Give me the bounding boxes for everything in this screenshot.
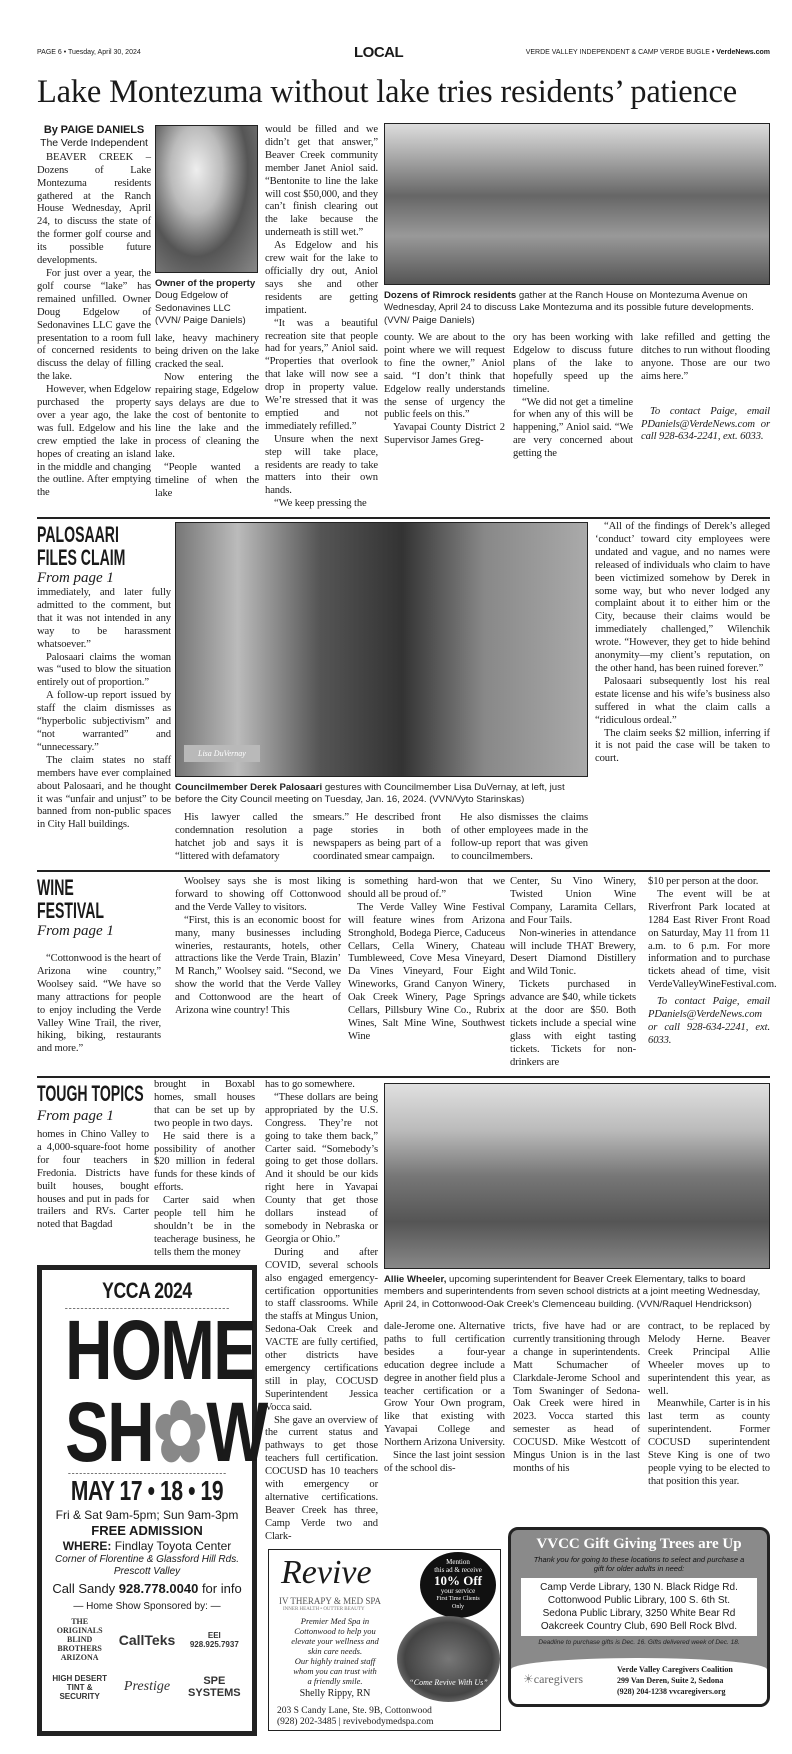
- jump-line: From page 1: [37, 923, 114, 939]
- discount-burst: Mention this ad & receive 10% Off your service First Time Clients Only: [420, 1552, 496, 1618]
- jump-line: From page 1: [37, 570, 114, 586]
- sun-icon: ☀: [523, 1672, 534, 1686]
- wine-col-1: [37, 953, 161, 1056]
- paragraph: is something hard-won that we should all be proud of.”: [348, 876, 505, 900]
- where-label: WHERE:: [62, 1539, 112, 1553]
- paragraph: BEAVER CREEK – Dozens of Lake Montezuma residents gathered at the Ranch House Wednesday, April 24, to discuss the state of the former golf course and its possible future developments.: [37, 151, 151, 267]
- paragraph: “It was a beautiful recreation site that people had for years,” Aniol said. “Properties that overlook that lake will now see a drop in property value. We’re stressed that it was emptied and not immediately refilled.”: [265, 317, 378, 432]
- ad-home-show[interactable]: YCCA 2024 HOME SH✿W MAY 17 • 18 • 19 Fri & Sat 9am-5pm; Sun 9am-3pm FREE ADMISSION WHERE: Findlay Toyota Center Corner of Florentine & Glassford Hill Rds. Prescott Valley Call Sandy 928.778.0040 for info — Home Show Sponsored by: — THE ORIGINALS BLIND BROTHERS ARIZONA CallTeks EEI 928.925.7937 HIGH DESERT TINT & SECURITY Prestige SPE SYSTEMS: [37, 1265, 257, 1736]
- paragraph: lake refilled and getting the ditches to run without flooding anyone. Those are our two aims here.”: [641, 332, 770, 382]
- paragraph: immediately, and later fully admitted to the comment, but that it was not intended in any way to be harassment whatsoever.”: [37, 587, 171, 650]
- lake-col-5: [513, 332, 633, 461]
- photo-caption: Dozens of Rimrock residents gather at the Ranch House on Montezuma Avenue on Wednesday, April 24 to discuss Lake Montezuma and its possible future developments. (VVN/ Paige Daniels): [384, 290, 754, 326]
- ad-vvcc-gift-trees[interactable]: [508, 1527, 770, 1707]
- paragraph: Palosaari subsequently lost his real estate license and his wife’s business also suffered in what the claim calls a “ridiculous ordeal.”: [595, 675, 770, 726]
- paragraph: would be filled and we didn’t get that answer,” Beaver Creek community member Janet Aniol said. “Bentonite to line the lake will cost $50,000, and they can’t finish clearing out the lake because the underneath is still wet.”: [265, 124, 378, 239]
- paragraph: His lawyer called the condemnation resolution a hatchet job and says it is “littered with defamatory: [175, 812, 303, 862]
- paragraph: Carter said when people tell him he shouldn’t be in the teacherage business, he tells them the money: [154, 1195, 255, 1258]
- tough-col-6: [648, 1321, 770, 1489]
- caregivers-logo: ☀caregivers: [523, 1672, 584, 1686]
- paragraph: However, when Edgelow purchased the property over a year ago, the lake was full. Edgelow and his crew emptied the lake in hopes of creating an island in the middle and changing the outline. After emptying the: [37, 384, 151, 499]
- paragraph: For just over a year, the golf course “lake” has remained unfilled. Owner Doug Edgelow of Sedonavines LLC gave the presentation to a room full of concerned residents to discuss the delay of filling the lake.: [37, 267, 151, 383]
- photo-caption: Allie Wheeler, upcoming superintendent for Beaver Creek Elementary, talks to board members and superintendents from seven school districts at a joint meeting Wednesday, April 24, in Cottonwood-Oak Creek’s Clemenceau building. (VVN/Raquel Hendrickson): [384, 1274, 761, 1310]
- photo-caption: Owner of the property Doug Edgelow of Sedonavines LLC (VVN/ Paige Daniels): [155, 278, 256, 327]
- revive-tag: INNER HEALTH • OUTTER BEAUTY: [283, 1607, 365, 1612]
- photo-palosaari: [175, 522, 588, 777]
- paragraph: He also dismisses the claims of other employees made in the follow-up report that was given to councilmembers.: [451, 812, 588, 862]
- paragraph: Palosaari claims the woman was “used to blow the situation entirely out of proportion.”: [37, 651, 171, 689]
- tough-col-2: [154, 1079, 255, 1260]
- paragraph: homes in Chino Valley to a 4,000-square-foot home for four teachers in Fredonia. Districts have built houses, bought houses and put in pads for trailers and RVs. Carter noted that Bagdad: [37, 1129, 149, 1231]
- tough-col-1: [37, 1129, 149, 1232]
- paragraph: The Verde Valley Wine Festival will feature wines from Arizona Stronghold, Bodega Pierce, Caduceus Cellars, Cella Winery, Chateau Tumbleweed, Cove Mesa Vineyard, Da Vines Vineyard, Four Eight Wineworks, Grand Canyon Winery, Oak Creek Winery, Page Springs Cellars, Pillsbury Wine Co., Rubrix Wines, Salt Mine Wine, Southwest Wine: [348, 901, 505, 1042]
- paragraph: $10 per person at the door.: [648, 876, 759, 887]
- vvcc-deadline: Deadline to purchase gifts is Dec. 16. Gifts delivered week of Dec. 18.: [538, 1639, 740, 1646]
- sponsor-logo: CallTeks: [118, 1631, 176, 1648]
- paragraph: lake, heavy machinery being driven on the lake cracked the seal.: [155, 333, 259, 370]
- revive-logo: Revive: [281, 1554, 372, 1591]
- ad-venue: Findlay Toyota Center: [111, 1539, 232, 1553]
- wine-col-5: [648, 876, 777, 1048]
- paragraph: Meanwhile, Carter is in his last term as county superintendent. Former COCUSD superintendent Steve King is one of two people vying to be elected to that position this year.: [648, 1398, 770, 1487]
- lake-col-1: [37, 124, 151, 500]
- paragraph: He said there is a possibility of another $20 million in federal funds for these kinds of efforts.: [154, 1130, 255, 1194]
- paragraph: ory has been working with Edgelow to discuss future plans of the lake to hopefully speed up the timeline.: [513, 332, 633, 395]
- palosaari-head: [37, 523, 171, 832]
- vvcc-title: VVCC Gift Giving Trees are Up: [536, 1536, 742, 1552]
- sponsor-logo: HIGH DESERT TINT & SECURITY: [52, 1673, 107, 1701]
- vvcc-contact: Verde Valley Caregivers Coalition 299 Van Deren, Suite 2, Sedona (928) 204-1238 vvcaregivers.org: [617, 1665, 733, 1696]
- paragraph: “Cottonwood is the heart of Arizona wine country,” Woolsey said. “We have so many attractions for people to enjoy including the Verde Valley Wine Trail, the river, hiking, biking, restaurants and more.”: [37, 953, 161, 1055]
- paragraph: Now entering the repairing stage, Edgelow says delays are due to the cost of bentonite to line the lake and the process of cleaning the lake.: [155, 371, 259, 461]
- wine-col-2: [175, 876, 341, 1018]
- paragraph: Tickets purchased in advance are $40, while tickets at the door are $50. Both tickets include a special wine glass with eight tasting tickets. Tickets for non-drinkers are: [510, 979, 636, 1068]
- palosaari-col-4: [451, 812, 588, 864]
- wine-col-3: [348, 876, 505, 1044]
- sponsor-logos: [42, 1613, 252, 1712]
- revive-body: Premier Med Spa in Cottonwood to help you elevate your wellness and skin care needs. Our highly trained staff whom you can trust with a friendly smile. Shelly Rippy, RN: [275, 1616, 395, 1699]
- ad-title: YCCA 2024: [102, 1278, 192, 1303]
- paragraph: “People wanted a timeline of when the lake: [155, 462, 259, 499]
- sponsor-logo: THE ORIGINALS BLIND BROTHERS ARIZONA: [56, 1617, 103, 1662]
- photo-caption: Councilmember Derek Palosaari gestures with Councilmember Lisa DuVernay, at left, just before the City Council meeting on Tuesday, Jan. 16, 2024. (VVN/Vyto Starinskas): [175, 782, 565, 806]
- photo-doug-edgelow: [155, 125, 258, 273]
- revive-staff-photo: “Come Revive With Us”: [397, 1616, 500, 1702]
- tough-head: [37, 1082, 149, 1232]
- website-link[interactable]: VerdeNews.com: [716, 49, 770, 56]
- section-headline: TOUGH TOPICS: [37, 1081, 144, 1106]
- lake-story: [0, 122, 792, 517]
- vvcc-locations: Camp Verde Library, 130 N. Black Ridge Rd. Cottonwood Public Library, 100 S. 6th St. Sedona Public Library, 3250 White Bear Rd Oakcreek Country Club, 690 Bell Rock Blvd.: [521, 1578, 757, 1636]
- paragraph: “We keep pressing the: [274, 498, 367, 510]
- palosaari-story: [0, 519, 792, 870]
- flower-icon: ✿: [153, 1385, 207, 1479]
- paragraph: The claim states no staff members have ever complained about Palosaari, and he thought it was “unfair and unjust” to be banned from non-public spaces in City Hall buildings.: [37, 754, 171, 831]
- paragraph: The claim seeks $2 million, inferring if it is not paid the case will be taken to court.: [595, 727, 770, 765]
- paragraph: During and after COVID, several schools also engaged emergency-certification opportunities to staff classrooms. While the staffs at Mingus Union, Sedona-Oak Creek and VACTE are fully certified, other districts have emergency certifications still in play, COCUSD Superintendent Jessica Vocca said.: [265, 1246, 378, 1413]
- ad-revive[interactable]: [268, 1549, 501, 1731]
- nameplate: Lisa DuVernay: [184, 745, 260, 762]
- tough-col-3: [265, 1079, 378, 1544]
- paragraph: has to go somewhere.: [265, 1079, 355, 1090]
- ad-admission: FREE ADMISSION: [91, 1523, 203, 1538]
- contact-line: To contact Paige, email PDaniels@VerdeNews.com or call 928-634-2241, ext. 6033.: [648, 996, 770, 1046]
- ad-corner: Corner of Florentine & Glassford Hill Rds.: [55, 1554, 239, 1565]
- paragraph: As Edgelow and his crew wait for the lake to officially dry out, Aniol says she and other residents are getting impatient.: [265, 240, 378, 316]
- revive-name: Shelly Rippy, RN: [299, 1688, 371, 1699]
- paragraph: brought in Boxabl homes, small houses that can be set up by two people in two days.: [154, 1079, 255, 1129]
- vvcc-footer: [511, 1658, 767, 1704]
- paragraph: “These dollars are being appropriated by the U.S. Congress. They’re not going to take them back,” Carter said. “Somebody’s going to get those dollars. And it should be our kids right here in Yavapai County that get those dollars instead of somebody in Nebraska or Georgia or Ohio.”: [265, 1091, 378, 1245]
- ad-hours: Fri & Sat 9am-5pm; Sun 9am-3pm: [55, 1508, 239, 1522]
- paragraph: dale-Jerome one. Alternative paths to full certification besides a four-year education degree include a degree in another field plus a teacher certification or a Grow Your Own program, like that existing with Yavapai College and Northern Arizona University.: [384, 1321, 505, 1449]
- paragraph: “We did not get a timeline for when any of this will be happening,” Aniol said. “We are very concerned about getting the: [513, 396, 633, 460]
- wine-head: [37, 876, 161, 1056]
- paragraph: county. We are about to the point where we will request to fine the owner,” Aniol said. “I don’t think that Edgelow really understands the sense of urgency the public feels on this.”: [384, 332, 505, 421]
- ad-sponsored: — Home Show Sponsored by: —: [73, 1601, 221, 1612]
- masthead-section: [0, 0, 792, 122]
- byline-org: The Verde Independent: [40, 136, 148, 149]
- palosaari-col-5: [595, 521, 770, 766]
- paragraph: Since the last joint session of the school dis-: [384, 1450, 505, 1474]
- revive-sub: IV THERAPY & MED SPA: [279, 1596, 382, 1606]
- palosaari-col-1: [37, 587, 171, 832]
- paragraph: Yavapai County District 2 Supervisor James Greg-: [384, 422, 505, 447]
- paragraph: She gave an overview of the current status and pathways to get those teachers full certification. COCUSD has 10 teachers with emergency or alternative certifications. Beaver Creek has three, Camp Verde two and Clark-: [265, 1414, 378, 1542]
- ad-phone[interactable]: 928.778.0040: [118, 1581, 199, 1596]
- tough-topics-story: [0, 1078, 792, 1754]
- sponsor-logo: Prestige: [123, 1679, 171, 1694]
- byline: By PAIGE DANIELS: [43, 124, 145, 136]
- tough-col-4: [384, 1321, 505, 1476]
- palosaari-col-2: [175, 812, 303, 864]
- photo-allie-wheeler: [384, 1083, 770, 1269]
- paragraph: smears.” He described front page stories in both newspapers as being part of a coordinated smear campaign.: [313, 812, 441, 862]
- paragraph: “First, this is an economic boost for many, many businesses including wineries, restaurants, hotels, other attractions like the Verde Train, Blazin’ M Ranch,” Woolsey said. “Second, we show the world that the Verde Valley and Cottonwood are the heart of Arizona wine country! This: [175, 914, 341, 1017]
- palosaari-col-3: [313, 812, 441, 864]
- paragraph: Woolsey says she is most liking forward to showing off Cottonwood and the Verde Valley to visitors.: [175, 876, 341, 913]
- sponsor-logo: SPE SYSTEMS: [188, 1675, 241, 1699]
- wine-story: [0, 872, 792, 1076]
- section-headline: PALOSAARI FILES CLAIM: [37, 522, 126, 570]
- paragraph: contract, to be replaced by Melody Herne. Beaver Creek Principal Allie Wheeler moves up to superintendent this year, as well.: [648, 1321, 770, 1397]
- revive-address: 203 S Candy Lane, Ste. 9B, Cottonwood (928) 202-3485 | revivebodymedspa.com: [277, 1706, 434, 1727]
- paragraph: Center, Su Vino Winery, Twisted Union Wine Company, Laramita Cellars, and Four Tails.: [510, 876, 636, 926]
- section-headline: WINE FESTIVAL: [37, 875, 105, 923]
- lake-col-2: [155, 333, 259, 501]
- page-folio: PAGE 6 • Tuesday, April 30, 2024: [37, 49, 141, 56]
- headline: Lake Montezuma without lake tries residents’ patience: [37, 74, 737, 110]
- ad-big-home: HOME: [65, 1303, 256, 1397]
- paragraph: The event will be at Riverfront Park located at 1284 East River Front Road on Saturday, May 11 from 11 a.m. to 6 p.m. For more information and to purchase tickets ahead of time, visit VerdeValleyWineFestival.com.: [648, 888, 777, 991]
- wine-col-4: [510, 876, 636, 1070]
- section-label: LOCAL: [354, 44, 404, 61]
- paragraph: “All of the findings of Derek’s alleged ‘conduct’ toward city employees were undated and vague, and no names were released of individuals who claim to have been victimized somehow by Derek in some way, but who never lodged any complaint about it to either him or the City, because their claims would be immediately challenged,” Wilenchik wrote. “However, they get to hide behind anonymity—my client’s reputation, on the other hand, has been ruined forever.”: [595, 521, 770, 674]
- lake-col-4: [384, 332, 505, 448]
- ad-city: Prescott Valley: [113, 1566, 181, 1577]
- lake-col-3: [265, 124, 378, 511]
- publication-title: VERDE VALLEY INDEPENDENT & CAMP VERDE BUGLE •: [525, 49, 717, 56]
- ad-dates: MAY 17 • 18 • 19: [68, 1473, 226, 1508]
- tough-col-5: [513, 1321, 640, 1476]
- paragraph: Non-wineries in attendance will include THAT Brewery, Desert Diamond Distillery and Wild Tonic.: [510, 927, 636, 978]
- jump-line: From page 1: [37, 1108, 114, 1124]
- paragraph: tricts, five have had or are currently transitioning through a change in superintendents. Matt Schumacher of Clarkdale-Jerome School and Tom Swaninger of Sedona-Oak Creek were hired in 2023. Vocca started this semester as head of COCUSD. Mike Westcott of Mingus Union is in the last months of his: [513, 1321, 640, 1474]
- sponsor-logo: EEI 928.925.7937: [189, 1630, 239, 1649]
- vvcc-thanks: Thank you for going to these locations to select and purchase a gift for older adults in need:: [533, 1555, 745, 1573]
- paragraph: A follow-up report issued by staff the claim dismisses as “hyperbolic subjectivism” and “not warranted” and “unnecessary.”: [37, 690, 171, 753]
- ad-big-show: SH✿W: [65, 1385, 267, 1479]
- contact-line: To contact Paige, email PDaniels@VerdeNews.com or call 928-634-2241, ext. 6033.: [641, 405, 770, 443]
- paragraph: Unsure when the next step will take place, residents are ready to take matters into their own hands.: [265, 433, 378, 497]
- photo-rimrock-residents: [384, 123, 770, 285]
- publication-name: [526, 49, 770, 56]
- lake-col-6: [641, 332, 770, 444]
